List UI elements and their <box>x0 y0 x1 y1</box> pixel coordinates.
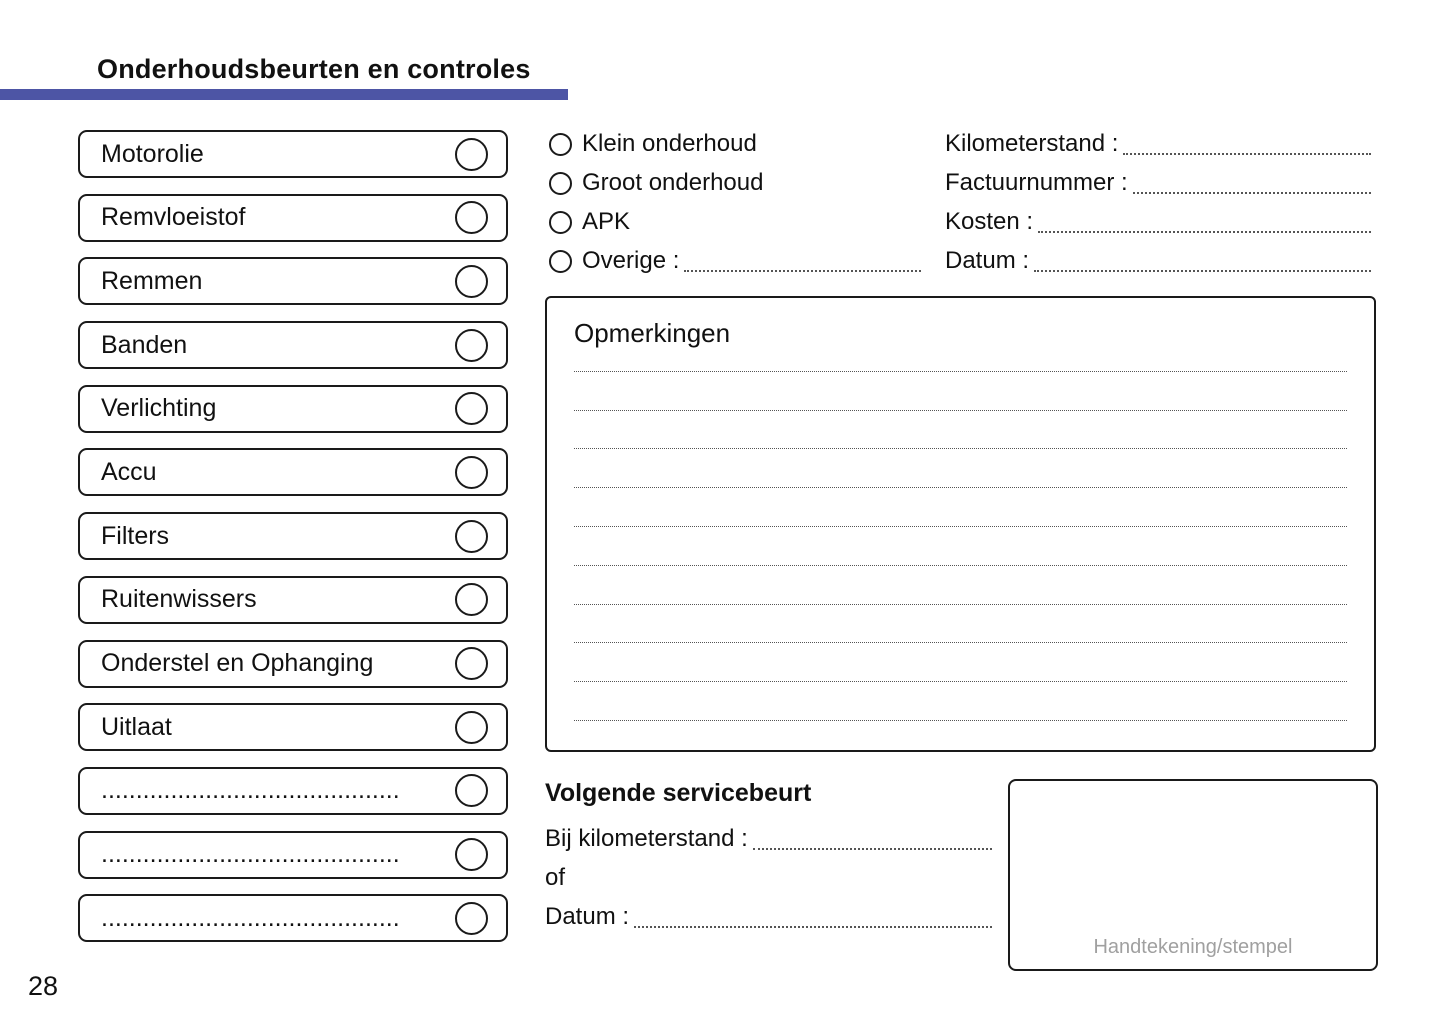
remarks-line[interactable] <box>574 372 1347 411</box>
signature-label: Handtekening/stempel <box>1093 936 1293 958</box>
field-label: Datum : <box>945 247 1030 274</box>
checkbox-circle[interactable] <box>455 838 488 871</box>
radio-circle[interactable] <box>549 172 572 195</box>
checklist-item-label: Onderstel en Ophanging <box>101 649 374 677</box>
remarks-line[interactable] <box>574 527 1347 566</box>
checklist-item-blank-line[interactable]: ........................................... <box>101 903 400 932</box>
checkbox-circle[interactable] <box>455 647 488 680</box>
option-label: Overige : <box>582 247 680 274</box>
next-service-title: Volgende servicebeurt <box>545 779 812 807</box>
checklist-item-label: Remmen <box>101 266 203 295</box>
radio-circle[interactable] <box>549 250 572 273</box>
checklist-item-blank-2 <box>78 831 508 879</box>
remarks-line[interactable] <box>574 333 1347 372</box>
option-apk <box>549 208 921 236</box>
checkbox-circle[interactable] <box>455 583 488 616</box>
checklist-item-verlichting <box>78 385 508 433</box>
checklist-item-remmen <box>78 257 508 305</box>
checklist-item-blank-3 <box>78 894 508 942</box>
checkbox-circle[interactable] <box>455 265 488 298</box>
remarks-line[interactable] <box>574 488 1347 527</box>
remarks-lines <box>574 333 1347 721</box>
remarks-line[interactable] <box>574 566 1347 605</box>
kosten-input-line[interactable] <box>1038 211 1371 233</box>
checkbox-circle[interactable] <box>455 774 488 807</box>
overige-input-line[interactable] <box>684 250 921 272</box>
field-label: Kosten : <box>945 208 1034 235</box>
checklist-item-label: Motorolie <box>101 139 204 168</box>
field-datum <box>945 247 1371 275</box>
kilometerstand-input-line[interactable] <box>1123 133 1371 155</box>
checklist-item-blank-line[interactable]: ........................................... <box>101 776 400 805</box>
next-service-km-input-line[interactable] <box>753 828 992 850</box>
checkbox-circle[interactable] <box>455 520 488 553</box>
remarks-line[interactable] <box>574 411 1347 450</box>
option-overige <box>549 247 921 275</box>
checklist-item-onderstel <box>78 640 508 688</box>
checklist-item-filters <box>78 512 508 560</box>
checklist-item-label: Accu <box>101 457 157 486</box>
checkbox-circle[interactable] <box>455 329 488 362</box>
checklist-item-label: Uitlaat <box>101 712 172 741</box>
checklist-item-blank-1 <box>78 767 508 815</box>
remarks-box <box>545 296 1376 752</box>
field-kosten <box>945 208 1371 236</box>
checkbox-circle[interactable] <box>455 392 488 425</box>
checklist-item-uitlaat <box>78 703 508 751</box>
next-service-date-label: Datum : <box>545 903 630 930</box>
checklist-item-banden <box>78 321 508 369</box>
checkbox-circle[interactable] <box>455 902 488 935</box>
next-service-or-label: of <box>545 864 566 891</box>
signature-box[interactable] <box>1008 779 1378 971</box>
checkbox-circle[interactable] <box>455 456 488 489</box>
next-service-section <box>545 779 992 941</box>
factuurnummer-input-line[interactable] <box>1133 172 1371 194</box>
field-kilometerstand <box>945 130 1371 158</box>
datum-input-line[interactable] <box>1034 250 1371 272</box>
option-label: APK <box>582 208 631 235</box>
option-klein-onderhoud <box>549 130 921 158</box>
checklist-item-label: Verlichting <box>101 394 217 423</box>
checkbox-circle[interactable] <box>455 201 488 234</box>
checkbox-circle[interactable] <box>455 138 488 171</box>
next-service-date-input-line[interactable] <box>634 906 992 928</box>
option-label: Klein onderhoud <box>582 130 757 157</box>
checklist-item-ruitenwissers <box>78 576 508 624</box>
next-service-km-row <box>545 824 992 854</box>
page-title: Onderhoudsbeurten en controles <box>97 54 531 84</box>
checklist-item-label: Remvloeistof <box>101 203 246 232</box>
checklist-item-remvloeistof <box>78 194 508 242</box>
remarks-line[interactable] <box>574 682 1347 721</box>
service-type-options <box>549 130 921 286</box>
remarks-line[interactable] <box>574 449 1347 488</box>
checkbox-circle[interactable] <box>455 711 488 744</box>
checklist-item-blank-line[interactable]: ........................................... <box>101 840 400 869</box>
radio-circle[interactable] <box>549 211 572 234</box>
checklist-item-label: Filters <box>101 521 170 550</box>
next-service-date-row <box>545 902 992 932</box>
maintenance-checklist <box>78 130 508 942</box>
checklist-item-label: Ruitenwissers <box>101 585 257 614</box>
field-label: Kilometerstand : <box>945 130 1119 157</box>
option-groot-onderhoud <box>549 169 921 197</box>
checklist-item-motorolie <box>78 130 508 178</box>
accent-bar <box>0 89 568 100</box>
remarks-line[interactable] <box>574 643 1347 682</box>
field-factuurnummer <box>945 169 1371 197</box>
service-fields <box>945 130 1371 286</box>
field-label: Factuurnummer : <box>945 169 1128 196</box>
checklist-item-label: Banden <box>101 330 188 359</box>
remarks-line[interactable] <box>574 605 1347 644</box>
next-service-km-label: Bij kilometerstand : <box>545 825 748 852</box>
checklist-item-accu <box>78 448 508 496</box>
remarks-title: Opmerkingen <box>574 318 731 348</box>
page-number: 28 <box>28 971 59 1001</box>
radio-circle[interactable] <box>549 133 572 156</box>
option-label: Groot onderhoud <box>582 169 764 196</box>
